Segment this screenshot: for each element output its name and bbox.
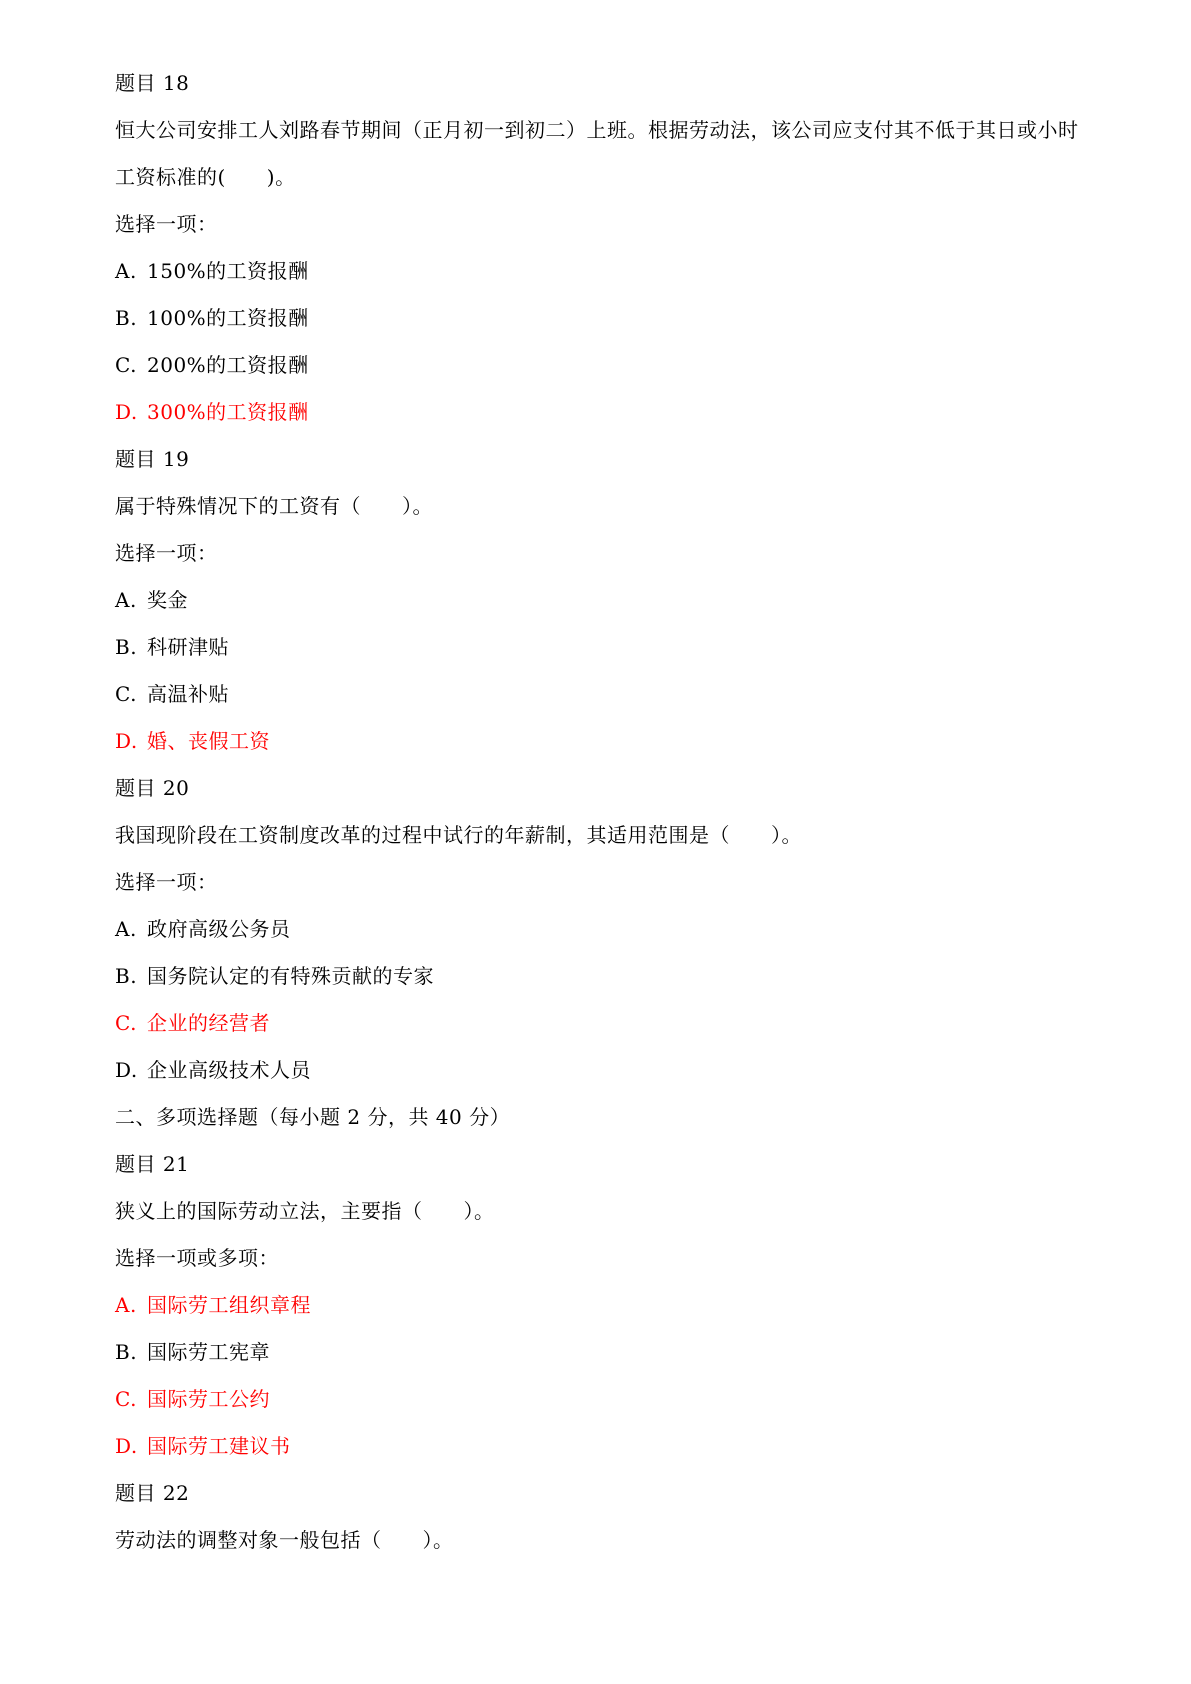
answer-option <box>115 1047 1095 1094</box>
option-letter: C. <box>115 682 137 706</box>
answer-option <box>115 906 1095 953</box>
answer-option <box>115 295 1095 342</box>
option-text: 婚、丧假工资 <box>147 729 270 753</box>
option-text: 100%的工资报酬 <box>147 306 309 330</box>
answer-option <box>115 953 1095 1000</box>
option-letter: A. <box>115 588 137 612</box>
answer-option <box>115 248 1095 295</box>
answer-option <box>115 577 1095 624</box>
question-number: 题目 18 <box>115 71 190 95</box>
option-text: 150%的工资报酬 <box>147 259 309 283</box>
question-text: 劳动法的调整对象一般包括（ ）。 <box>115 1528 454 1552</box>
option-text: 高温补贴 <box>147 682 229 706</box>
option-letter: A. <box>115 917 137 941</box>
answer-option <box>115 1423 1095 1470</box>
option-letter: A. <box>115 1293 137 1317</box>
option-text: 200%的工资报酬 <box>147 353 309 377</box>
option-letter: D. <box>115 729 138 753</box>
question-text: 恒大公司安排工人刘路春节期间（正月初一到初二）上班。根据劳动法，该公司应支付其不低于其日或小时工资标准的( )。 <box>115 118 1079 189</box>
option-text: 奖金 <box>147 588 188 612</box>
answer-option <box>115 1329 1095 1376</box>
selection-prompt: 选择一项或多项： <box>115 1246 279 1270</box>
option-letter: B. <box>115 635 138 659</box>
option-text: 300%的工资报酬 <box>147 400 309 424</box>
option-letter: C. <box>115 1011 137 1035</box>
section-title: 二、多项选择题（每小题 2 分，共 40 分） <box>115 1105 511 1129</box>
answer-option <box>115 1000 1095 1047</box>
option-letter: C. <box>115 1387 137 1411</box>
option-letter: B. <box>115 1340 138 1364</box>
question-text: 狭义上的国际劳动立法，主要指（ ）。 <box>115 1199 495 1223</box>
question-number: 题目 19 <box>115 447 190 471</box>
option-letter: D. <box>115 1434 138 1458</box>
option-letter: D. <box>115 400 138 424</box>
option-letter: B. <box>115 306 138 330</box>
document-page <box>115 60 1095 1564</box>
option-text: 国际劳工组织章程 <box>147 1293 311 1317</box>
answer-option <box>115 1376 1095 1423</box>
answer-option <box>115 671 1095 718</box>
option-text: 国际劳工宪章 <box>147 1340 270 1364</box>
option-text: 企业的经营者 <box>147 1011 270 1035</box>
answer-option <box>115 389 1095 436</box>
option-text: 国际劳工公约 <box>147 1387 270 1411</box>
selection-prompt: 选择一项： <box>115 212 218 236</box>
answer-option <box>115 718 1095 765</box>
option-text: 政府高级公务员 <box>147 917 291 941</box>
option-text: 企业高级技术人员 <box>147 1058 311 1082</box>
question-number: 题目 20 <box>115 776 190 800</box>
answer-option <box>115 1282 1095 1329</box>
option-letter: D. <box>115 1058 138 1082</box>
selection-prompt: 选择一项： <box>115 870 218 894</box>
question-text: 我国现阶段在工资制度改革的过程中试行的年薪制，其适用范围是（ ）。 <box>115 823 802 847</box>
option-letter: C. <box>115 353 137 377</box>
option-text: 国务院认定的有特殊贡献的专家 <box>147 964 434 988</box>
option-letter: A. <box>115 259 137 283</box>
answer-option <box>115 342 1095 389</box>
option-letter: B. <box>115 964 138 988</box>
answer-option <box>115 624 1095 671</box>
question-number: 题目 22 <box>115 1481 190 1505</box>
option-text: 科研津贴 <box>147 635 229 659</box>
question-text: 属于特殊情况下的工资有（ ）。 <box>115 494 433 518</box>
question-number: 题目 21 <box>115 1152 190 1176</box>
selection-prompt: 选择一项： <box>115 541 218 565</box>
option-text: 国际劳工建议书 <box>147 1434 291 1458</box>
